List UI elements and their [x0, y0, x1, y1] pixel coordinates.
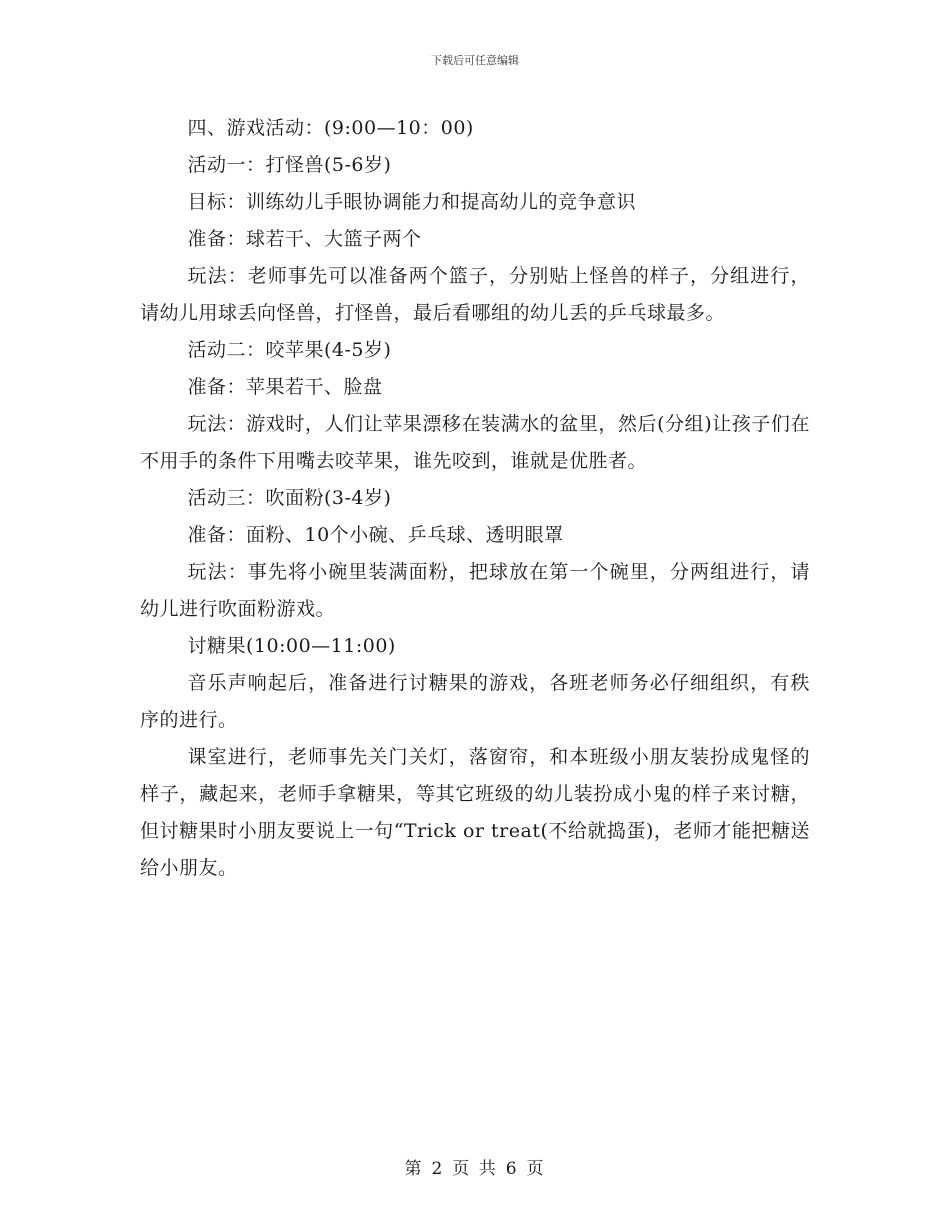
body-text	[140, 110, 810, 887]
activity-title: 活动二：咬苹果(4-5岁)	[187, 339, 392, 361]
activity-preparation: 准备：球若干、大篮子两个	[187, 228, 422, 250]
activity-preparation: 准备：面粉、10个小碗、乒乓球、透明眼罩	[187, 524, 564, 546]
section-subheading: 讨糖果(10:00—11:00)	[187, 635, 396, 657]
page-total: 6	[505, 1159, 519, 1179]
activity-goal: 目标：训练幼儿手眼协调能力和提高幼儿的竞争意识	[187, 191, 637, 213]
activity-title: 活动一：打怪兽(5-6岁)	[187, 154, 392, 176]
body-paragraph: 音乐声响起后，准备进行讨糖果的游戏，各班老师务必仔细组织，有秩序的进行。	[140, 672, 810, 731]
page-footer	[0, 1154, 950, 1179]
activity-title: 活动三：吹面粉(3-4岁)	[187, 487, 392, 509]
footer-prefix: 第	[404, 1159, 424, 1179]
activity-rules: 玩法：老师事先可以准备两个篮子，分别贴上怪兽的样子，分组进行，请幼儿用球丢向怪兽，打怪兽，最后看哪组的幼儿丢的乒乓球最多。	[140, 265, 810, 324]
page-header: 下载后可任意编辑	[431, 54, 519, 67]
activity-preparation: 准备：苹果若干、脸盘	[187, 376, 383, 398]
page-number: 2	[431, 1159, 445, 1179]
activity-rules: 玩法：游戏时，人们让苹果漂移在装满水的盆里，然后(分组)让孩子们在不用手的条件下用嘴去咬苹果，谁先咬到，谁就是优胜者。	[140, 413, 810, 472]
body-paragraph: 课室进行，老师事先关门关灯，落窗帘，和本班级小朋友装扮成鬼怪的样子，藏起来，老师手拿糖果，等其它班级的幼儿装扮成小鬼的样子来讨糖，但讨糖果时小朋友要说上一句“Trick or treat(不给就捣蛋)，老师才能把糖送给小朋友。	[140, 746, 810, 879]
section-heading: 四、游戏活动：(9:00—10：00)	[187, 117, 474, 139]
footer-middle: 页 共	[452, 1159, 498, 1179]
footer-suffix: 页	[526, 1159, 546, 1179]
activity-rules: 玩法：事先将小碗里装满面粉，把球放在第一个碗里，分两组进行，请幼儿进行吹面粉游戏。	[140, 561, 810, 620]
